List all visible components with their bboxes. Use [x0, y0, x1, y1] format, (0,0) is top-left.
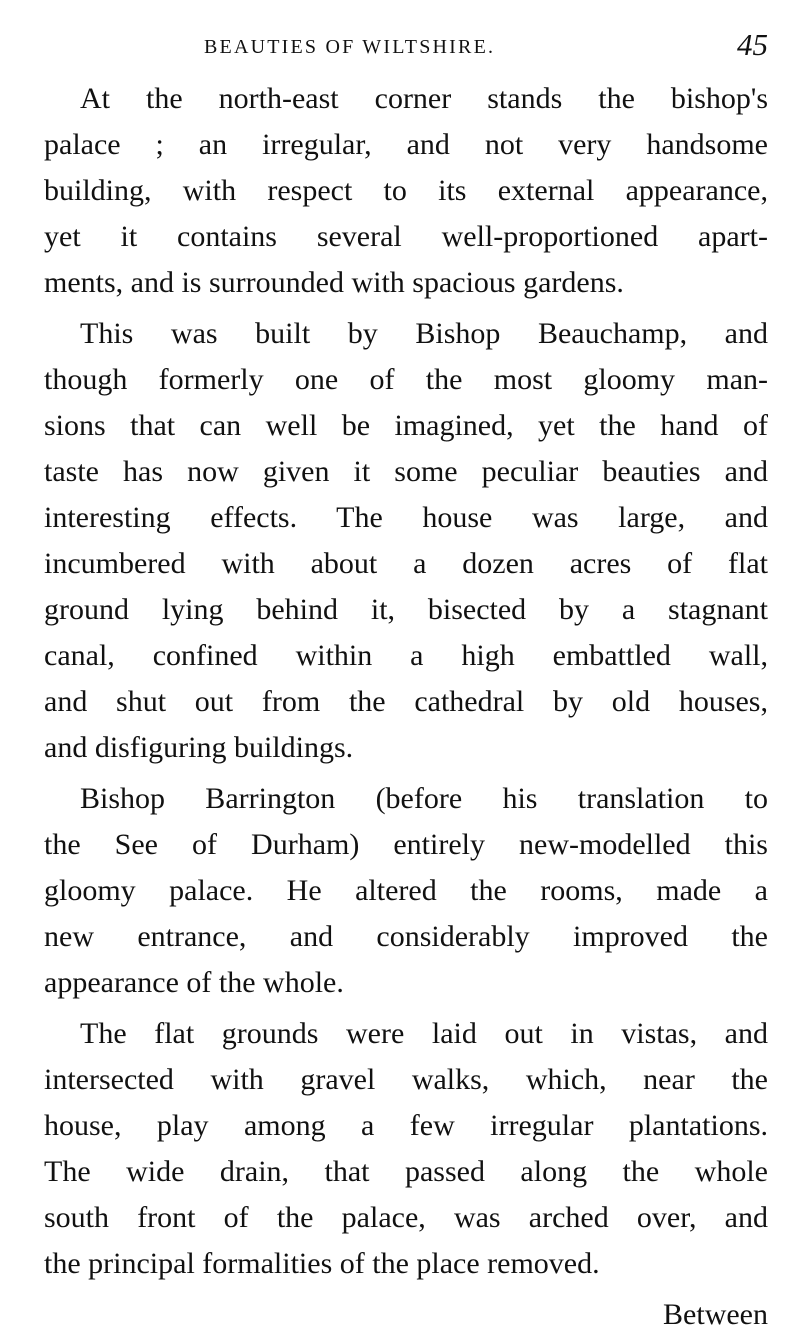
page-header — [44, 0, 768, 76]
running-title: BEAUTIES OF WILTSHIRE. — [204, 36, 496, 58]
text-line: At the north-east corner stands the bishop's — [80, 82, 768, 115]
text-line: and disfiguring buildings. — [44, 731, 354, 764]
text-line: The wide drain, that passed along the whole — [44, 1155, 768, 1188]
book-page — [44, 0, 768, 1338]
text-line: building, with respect to its external appearance, — [44, 174, 768, 207]
text-line: intersected with gravel walks, which, near the — [44, 1063, 768, 1096]
text-line: Bishop Barrington (before his translation to — [80, 782, 768, 815]
text-line: taste has now given it some peculiar beauties and — [44, 455, 768, 488]
text-line: interesting effects. The house was large, and — [44, 501, 768, 534]
text-line: south front of the palace, was arched over, and — [44, 1201, 768, 1234]
text-line: the principal formalities of the place removed. — [44, 1247, 600, 1280]
text-line: gloomy palace. He altered the rooms, made a — [44, 874, 768, 907]
text-line: house, play among a few irregular plantations. — [44, 1109, 768, 1142]
text-line: palace ; an irregular, and not very handsome — [44, 128, 768, 161]
paragraph-bishops-palace — [44, 76, 768, 306]
text-line: appearance of the whole. — [44, 966, 344, 999]
page-number: 45 — [737, 27, 768, 62]
text-line: canal, confined within a high embattled wall, — [44, 639, 768, 672]
text-line: new entrance, and considerably improved the — [44, 920, 768, 953]
catchword: Between — [663, 1298, 768, 1331]
text-line: and shut out from the cathedral by old houses, — [44, 685, 768, 718]
text-line: sions that can well be imagined, yet the hand of — [44, 409, 768, 442]
text-line: The flat grounds were laid out in vistas, and — [80, 1017, 768, 1050]
text-line: This was built by Bishop Beauchamp, and — [80, 317, 768, 350]
text-line: incumbered with about a dozen acres of flat — [44, 547, 768, 580]
text-line: ground lying behind it, bisected by a stagnant — [44, 593, 768, 626]
text-line: ments, and is surrounded with spacious gardens. — [44, 266, 624, 299]
text-line: the See of Durham) entirely new-modelled this — [44, 828, 768, 861]
paragraph-barrington — [44, 776, 768, 1006]
paragraph-flat-grounds — [44, 1011, 768, 1287]
text-line: though formerly one of the most gloomy man- — [44, 363, 768, 396]
paragraph-beauchamp — [44, 311, 768, 771]
text-line: yet it contains several well-proportioned apart- — [44, 220, 768, 253]
